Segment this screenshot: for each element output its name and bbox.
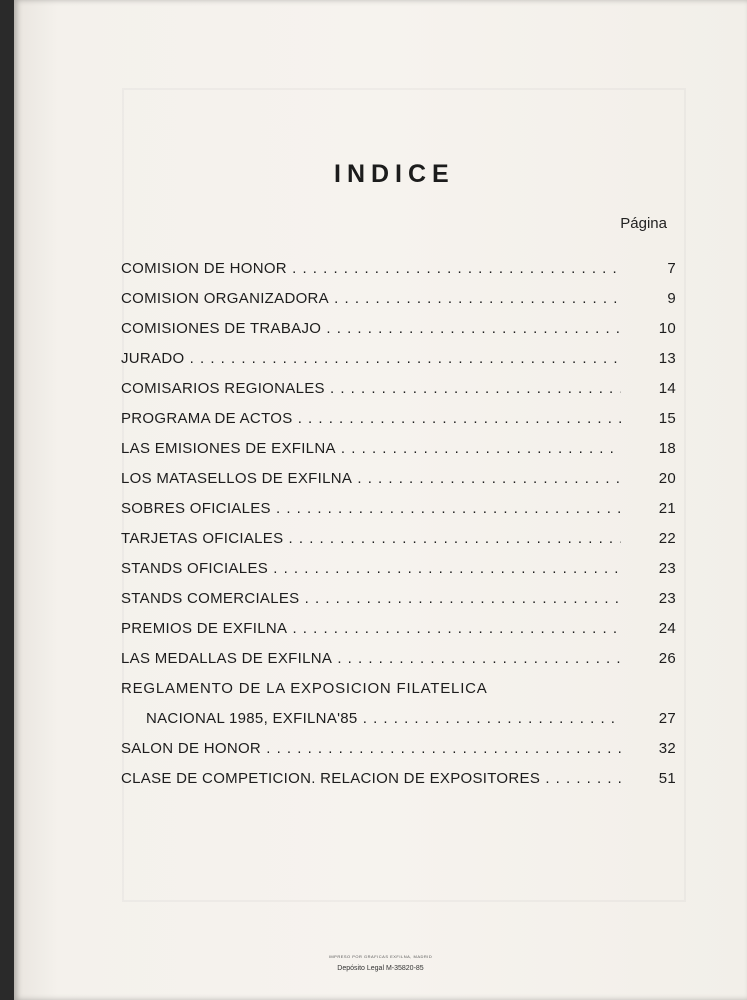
toc-entry-label: SALON DE HONOR . . .: [121, 740, 621, 757]
toc-entry-los-matasellos: [121, 466, 676, 496]
toc-entry-page: 15: [658, 410, 676, 427]
toc-entry-label: PREMIOS DE EXFILNA . . .: [121, 620, 621, 637]
toc-entry-label: SOBRES OFICIALES . . .: [121, 500, 621, 517]
toc-entry-label: REGLAMENTO DE LA EXPOSICION FILATELICA: [121, 680, 488, 697]
toc-entry-comisiones-de-trabajo: [121, 316, 676, 346]
toc-entry-label: PROGRAMA DE ACTOS . . .: [121, 410, 621, 427]
toc-entry-page: 14: [658, 380, 676, 397]
toc-entry-comisarios-regionales: [121, 376, 676, 406]
toc-entry-label: JURADO . . .: [121, 350, 621, 367]
toc-entry-tarjetas-oficiales: [121, 526, 676, 556]
toc-entry-programa-de-actos: [121, 406, 676, 436]
toc-entry-salon-de-honor: [121, 736, 676, 766]
toc-entry-page: 21: [658, 500, 676, 517]
document-page: [14, 0, 747, 1000]
toc-entry-las-emisiones: [121, 436, 676, 466]
toc-entry-page: 10: [658, 320, 676, 337]
legal-deposit: Depósito Legal M-35820-85: [337, 965, 424, 972]
toc-entry-page: 18: [658, 440, 676, 457]
toc-entry-reglamento: [121, 676, 676, 706]
toc-entry-page: 23: [658, 590, 676, 607]
toc-entry-stands-comerciales: [121, 586, 676, 616]
toc-entry-label: LAS EMISIONES DE EXFILNA . . .: [121, 440, 621, 457]
toc-entry-jurado: [121, 346, 676, 376]
toc-entry-page: 9: [667, 290, 676, 307]
toc-entry-page: 27: [658, 710, 676, 727]
toc-entry-label: NACIONAL 1985, EXFILNA'85 . . .: [146, 710, 621, 727]
toc-entry-sobres-oficiales: [121, 496, 676, 526]
toc-entry-label: TARJETAS OFICIALES . . .: [121, 530, 621, 547]
toc-entry-page: 26: [658, 650, 676, 667]
toc-entry-page: 7: [667, 260, 676, 277]
toc-entry-stands-oficiales: [121, 556, 676, 586]
toc-entry-label: COMISION ORGANIZADORA . . .: [121, 290, 621, 307]
table-of-contents: [121, 256, 676, 796]
toc-entry-page: 23: [658, 560, 676, 577]
toc-entry-label: COMISARIOS REGIONALES . . .: [121, 380, 621, 397]
toc-entry-page: 51: [658, 770, 676, 787]
page-title: INDICE: [334, 160, 455, 188]
toc-entry-page: 13: [658, 350, 676, 367]
toc-entry-page: 20: [658, 470, 676, 487]
toc-entry-page: 22: [658, 530, 676, 547]
toc-entry-label: LOS MATASELLOS DE EXFILNA . . .: [121, 470, 621, 487]
toc-entry-nacional-1985: [121, 706, 676, 736]
toc-entry-clase-de-competicion: [121, 766, 676, 796]
toc-entry-comision-organizadora: [121, 286, 676, 316]
toc-entry-label: CLASE DE COMPETICION. RELACION DE EXPOSITORES . . .: [121, 770, 621, 787]
toc-entry-comision-de-honor: [121, 256, 676, 286]
toc-entry-label: LAS MEDALLAS DE EXFILNA . . .: [121, 650, 621, 667]
toc-entry-label: COMISION DE HONOR . . .: [121, 260, 621, 277]
toc-entry-page: 32: [658, 740, 676, 757]
toc-entry-label: STANDS OFICIALES . . .: [121, 560, 621, 577]
toc-entry-page: 24: [658, 620, 676, 637]
toc-entry-label: COMISIONES DE TRABAJO . . .: [121, 320, 621, 337]
printer-imprint: IMPRESO POR GRAFICAS EXFILNA, MADRID: [328, 954, 433, 959]
toc-entry-premios: [121, 616, 676, 646]
toc-entry-label: STANDS COMERCIALES . . .: [121, 590, 621, 607]
page-column-label: Página: [620, 215, 667, 232]
toc-entry-las-medallas: [121, 646, 676, 676]
